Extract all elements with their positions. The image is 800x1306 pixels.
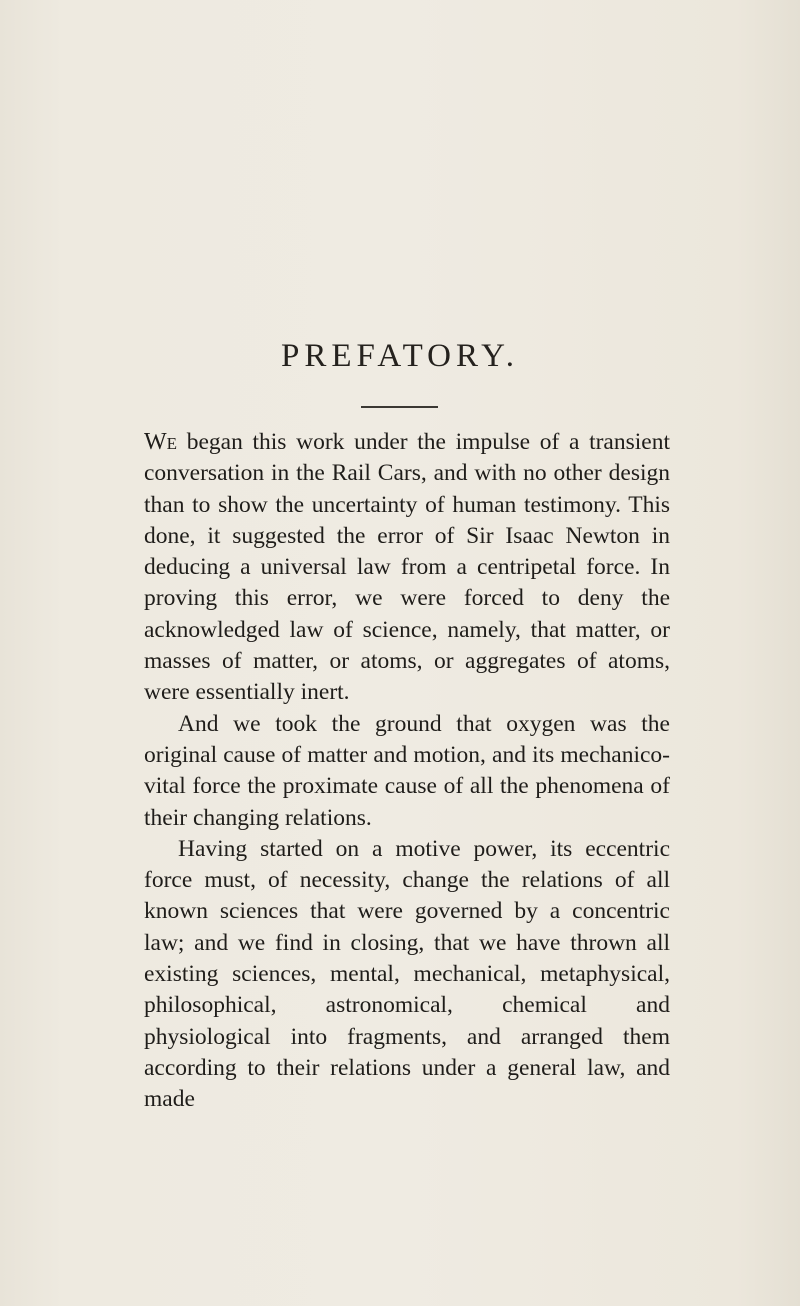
paragraph-1-lead-word: We <box>144 429 178 455</box>
title-divider <box>361 406 438 408</box>
paragraph-2: And we took the ground that oxygen was the original cause of matter and motion, and its mechanico-vital force the proximate cause of all the phenomena of their changing relations. <box>144 710 670 831</box>
paragraph-1-text: began this work under the impulse of a transient conversation in the Rail Cars, and with no other design than to show the uncertainty of human testimony. This done, it suggested the error of Sir Isaac Newton in deducing a universal law from a centripetal force. In proving this error, we were forced to deny the acknowledged law of science, namely, that matter, or masses of matter, or atoms, or aggregates of atoms, were essentially inert. <box>144 429 670 706</box>
paragraph-1 <box>144 427 670 709</box>
page-title: PREFATORY. <box>280 338 519 374</box>
paragraph-3: Having started on a motive power, its eccentric force must, of necessity, change the relations of all known sciences that were governed by a concentric law; and we find in closing, that we have thrown all existing sciences, mental, mechanical, metaphysical, philosophical, astronomical, chemical and physiological into fragments, and arranged them according to their relations under a general law, and made <box>144 835 670 1113</box>
prefatory-text <box>144 427 670 1116</box>
